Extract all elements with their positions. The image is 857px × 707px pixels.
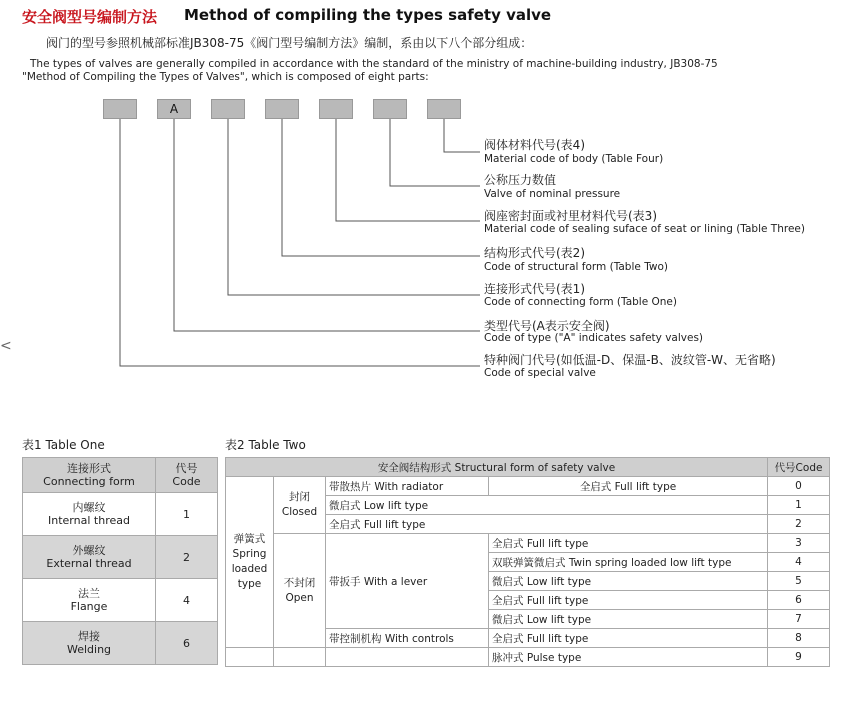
connector-line-5 [336,119,480,221]
label-connecting-form-cn: 连接形式代号(表1) [484,282,585,296]
controls-cell: 带控制机构 With controls [326,629,489,648]
table-one [22,457,218,665]
label-special-valve-cn: 特种阀门代号(如低温-D、保温-B、波纹管-W、无省略) [484,353,776,367]
table-row: 内螺纹 Internal thread 1 [23,493,218,536]
closed-cell: 封闭 Closed [274,477,326,534]
label-special-valve-en: Code of special valve [484,367,596,379]
label-structural-form-cn: 结构形式代号(表2) [484,246,585,260]
table-row: 外螺纹 External thread 2 [23,536,218,579]
table-row: 微启式 Low lift type 1 [226,496,830,515]
table-row: 带控制机构 With controls 全启式 Full lift type 8 [226,629,830,648]
page-title-en: Method of compiling the types safety valve [184,6,552,24]
table-one-header [23,458,218,493]
table-row: 全启式 Full lift type 6 [226,591,830,610]
table-two-header-code: 代号Code [768,458,830,477]
table-two-header-struct: 安全阀结构形式 Structural form of safety valve [226,458,768,477]
label-body-material-cn: 阀体材料代号(表4) [484,138,585,152]
table-two-title: 表2 Table Two [225,438,306,452]
table-row: 微启式 Low lift type 7 [226,610,830,629]
table-two-header [226,458,830,477]
table-row: 法兰 Flange 4 [23,579,218,622]
table-row: 微启式 Low lift type 5 [226,572,830,591]
table-row: 不封闭 Open 带扳手 With a lever 全启式 Full lift type 3 [226,534,830,553]
label-nominal-pressure-en: Valve of nominal pressure [484,188,621,200]
label-structural-form-en: Code of structural form (Table Two) [484,261,668,273]
table-one-title: 表1 Table One [22,438,105,452]
label-body-material-en: Material code of body (Table Four) [484,153,664,165]
label-type-code-en: Code of type ("A" indicates safety valves) [484,332,704,344]
label-sealing-material-en: Material code of sealing suface of seat or lining (Table Three) [484,223,805,235]
connector-line-3 [228,119,480,295]
connector-line-7 [444,119,480,152]
spring-loaded-cell: 弹簧式 Spring loaded type [226,477,274,648]
connector-line-2 [174,119,480,331]
table-one-header-form: 连接形式 Connecting form [23,458,156,493]
label-connecting-form-en: Code of connecting form (Table One) [484,296,677,308]
page-title-cn: 安全阀型号编制方法 [22,8,158,26]
table-row: 焊接 Welding 6 [23,622,218,665]
intro-cn: 阀门的型号参照机械部标准JB308-75《阀门型号编制方法》编制，系由以下八个部分组成： [46,36,533,50]
intro-en-line1: The types of valves are generally compiled in accordance with the standard of the ministry of machine-building industry, JB308-75 [30,58,718,70]
table-two [225,457,830,667]
table-one-header-code: 代号 Code [156,458,218,493]
table-row: 脉冲式 Pulse type 9 [226,648,830,667]
lever-cell: 带扳手 With a lever [326,534,489,629]
open-cell: 不封闭 Open [274,534,326,648]
table-row: 全启式 Full lift type 2 [226,515,830,534]
intro-en-line2: "Method of Compiling the Types of Valves", which is composed of eight parts: [22,71,429,83]
table-row: 双联弹簧微启式 Twin spring loaded low lift type 4 [226,553,830,572]
label-nominal-pressure-cn: 公称压力数值 [484,173,557,187]
connector-line-4 [282,119,480,256]
label-sealing-material-cn: 阀座密封面或衬里材料代号(表3) [484,209,657,223]
code-box-2: A [157,99,191,119]
label-type-code-cn: 类型代号(A表示安全阀) [484,319,610,333]
scroll-left-icon[interactable]: < [0,338,12,354]
table-row: 弹簧式 Spring loaded type 封闭 Closed 带散热片 With radiator 全启式 Full lift type 0 [226,477,830,496]
